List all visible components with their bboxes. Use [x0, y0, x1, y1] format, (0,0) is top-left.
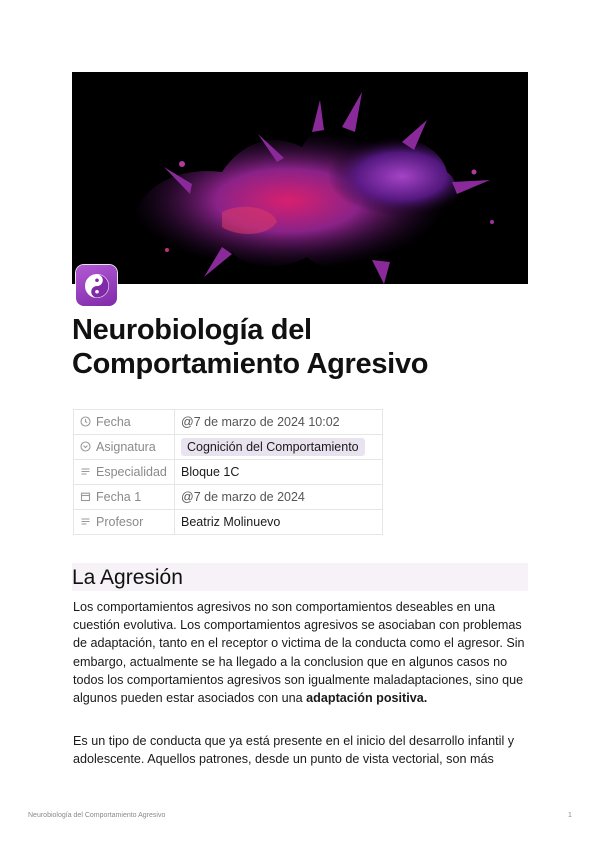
paragraph-1-bold: adaptación positiva. — [306, 691, 428, 706]
property-key: Asignatura — [96, 439, 156, 454]
property-key-cell — [74, 410, 175, 435]
property-row-fecha-1 — [74, 485, 383, 510]
cover-image — [72, 72, 528, 284]
select-icon — [80, 441, 92, 455]
property-key-cell — [74, 485, 175, 510]
property-key-cell — [74, 435, 175, 460]
property-value[interactable]: @7 de marzo de 2024 10:02 — [175, 410, 383, 435]
property-row-fecha — [74, 410, 383, 435]
calendar-icon — [80, 491, 92, 505]
property-key-cell — [74, 510, 175, 535]
page-title — [72, 313, 528, 381]
property-row-asignatura — [74, 435, 383, 460]
properties-table — [73, 409, 383, 535]
property-row-profesor — [74, 510, 383, 535]
page-title-line2: Comportamiento Agresivo — [72, 348, 429, 380]
property-value[interactable]: Beatriz Molinuevo — [175, 510, 383, 535]
property-key: Profesor — [96, 514, 144, 529]
paragraph-2: Es un tipo de conducta que ya está presente en el inicio del desarrollo infantil y adolescente. Aquellos patrones, desde un punto de vista vectorial, son más — [73, 734, 515, 767]
footer-doc-title: Neurobiología del Comportamiento Agresivo — [28, 812, 166, 819]
yin-yang-icon[interactable] — [76, 265, 117, 306]
property-value[interactable]: @7 de marzo de 2024 — [175, 485, 383, 510]
text-icon — [80, 516, 92, 530]
property-key-cell — [74, 460, 175, 485]
subject-tag[interactable]: Cognición del Comportamiento — [181, 438, 365, 456]
property-row-especialidad — [74, 460, 383, 485]
text-icon — [80, 466, 92, 480]
paragraph-1 — [73, 598, 529, 707]
page-title-line1: Neurobiología del — [72, 314, 312, 346]
footer-page-number: 1 — [568, 812, 572, 819]
property-key: Fecha — [96, 414, 131, 429]
property-key: Especialidad — [96, 464, 167, 479]
paint-splash-image — [72, 72, 528, 284]
property-value-cell[interactable] — [175, 435, 383, 460]
paragraph-1-text: Los comportamientos agresivos no son comportamientos deseables en una cuestión evolutiva. Los comportamientos agresivos se asociaban con problemas de adaptación, tanto en el receptor o victima de la conducta como el agresor. Sin embargo, actualmente se ha llegado a la conclusion que en algunos casos no todos los comportamientos agresivos son igualmente maladaptaciones, sino que algunos pueden estar asociados con una — [73, 600, 525, 706]
section-heading: La Agresión — [72, 563, 528, 591]
property-value[interactable]: Bloque 1C — [175, 460, 383, 485]
property-key: Fecha 1 — [96, 489, 142, 504]
clock-icon — [80, 416, 92, 430]
